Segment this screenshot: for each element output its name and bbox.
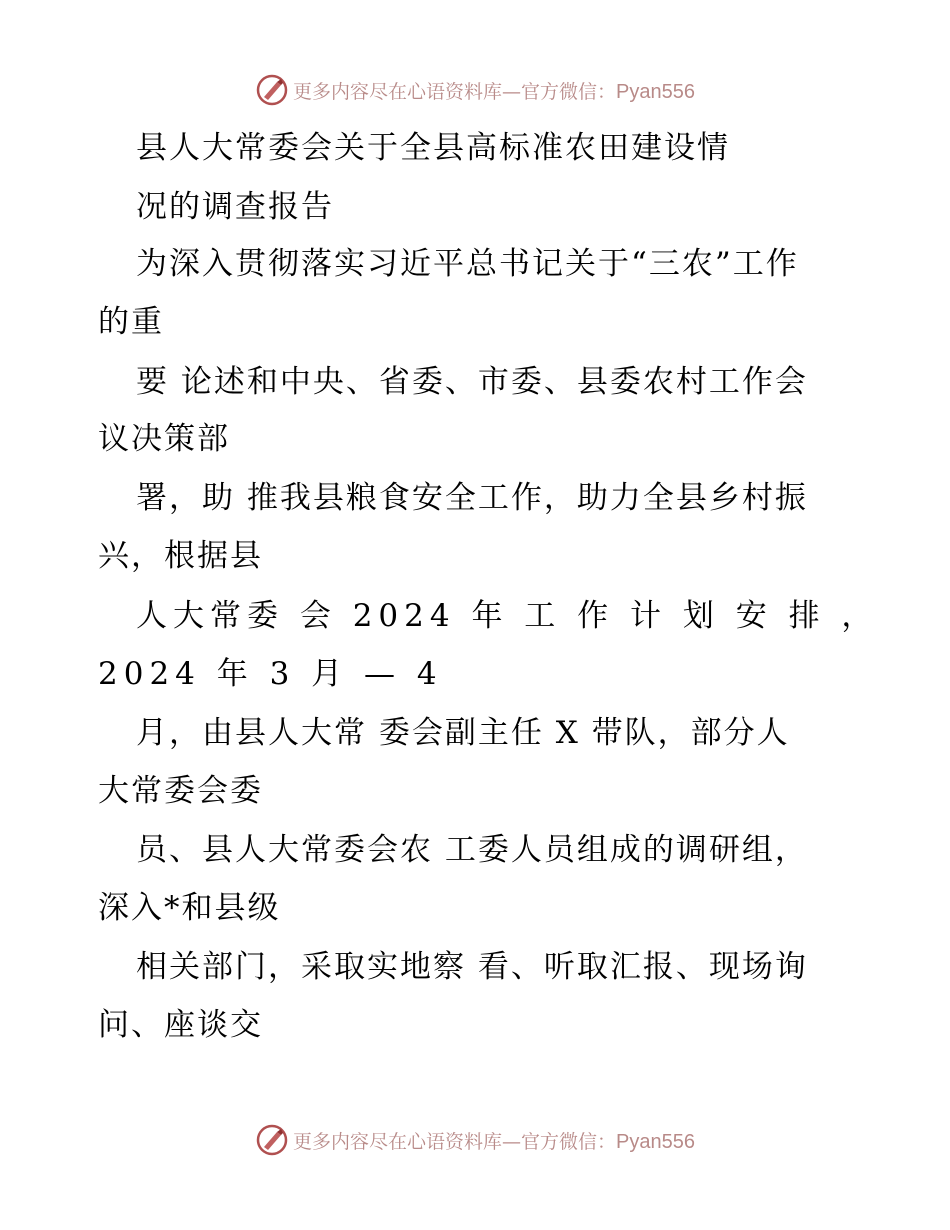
doc-line: 兴，根据县 bbox=[98, 538, 263, 574]
doc-line: 月，由县人大常 委会副主任 X 带队，部分人 bbox=[136, 715, 790, 751]
watermark-text: 更多内容尽在心语资料库—官方微信：Pyan556 bbox=[293, 80, 695, 103]
doc-line: 况的调查报告 bbox=[136, 189, 334, 225]
doc-line: 大常委会委 bbox=[98, 773, 263, 809]
watermark-text: 更多内容尽在心语资料库—官方微信：Pyan556 bbox=[293, 1130, 695, 1153]
watermark-logo-icon bbox=[255, 1123, 289, 1157]
doc-line: 员、县人大常委会农 工委人员组成的调研组， bbox=[136, 832, 808, 868]
doc-line: 相关部门，采取实地察 看、听取汇报、现场询 bbox=[136, 949, 808, 985]
doc-line: 署，助 推我县粮食安全工作，助力全县乡村振 bbox=[136, 480, 808, 516]
watermark-logo-icon bbox=[255, 73, 289, 107]
doc-line: 人大常委 会 2024 年 工 作 计 划 安 排 ， bbox=[136, 598, 879, 634]
doc-line: 县人大常委会关于全县高标准农田建设情 bbox=[136, 130, 730, 166]
doc-line: 要 论述和中央、省委、市委、县委农村工作会 bbox=[136, 364, 808, 400]
doc-line: 为深入贯彻落实习近平总书记关于“三农”工作 bbox=[136, 246, 799, 282]
doc-line: 议决策部 bbox=[98, 421, 230, 457]
doc-line: 深入*和县级 bbox=[98, 890, 281, 926]
doc-line: 问、座谈交 bbox=[98, 1007, 263, 1043]
footer-watermark bbox=[0, 1120, 950, 1160]
doc-line: 2024 年 3 月 — 4 bbox=[98, 656, 443, 692]
header-watermark bbox=[0, 70, 950, 110]
doc-line: 的重 bbox=[98, 304, 164, 340]
